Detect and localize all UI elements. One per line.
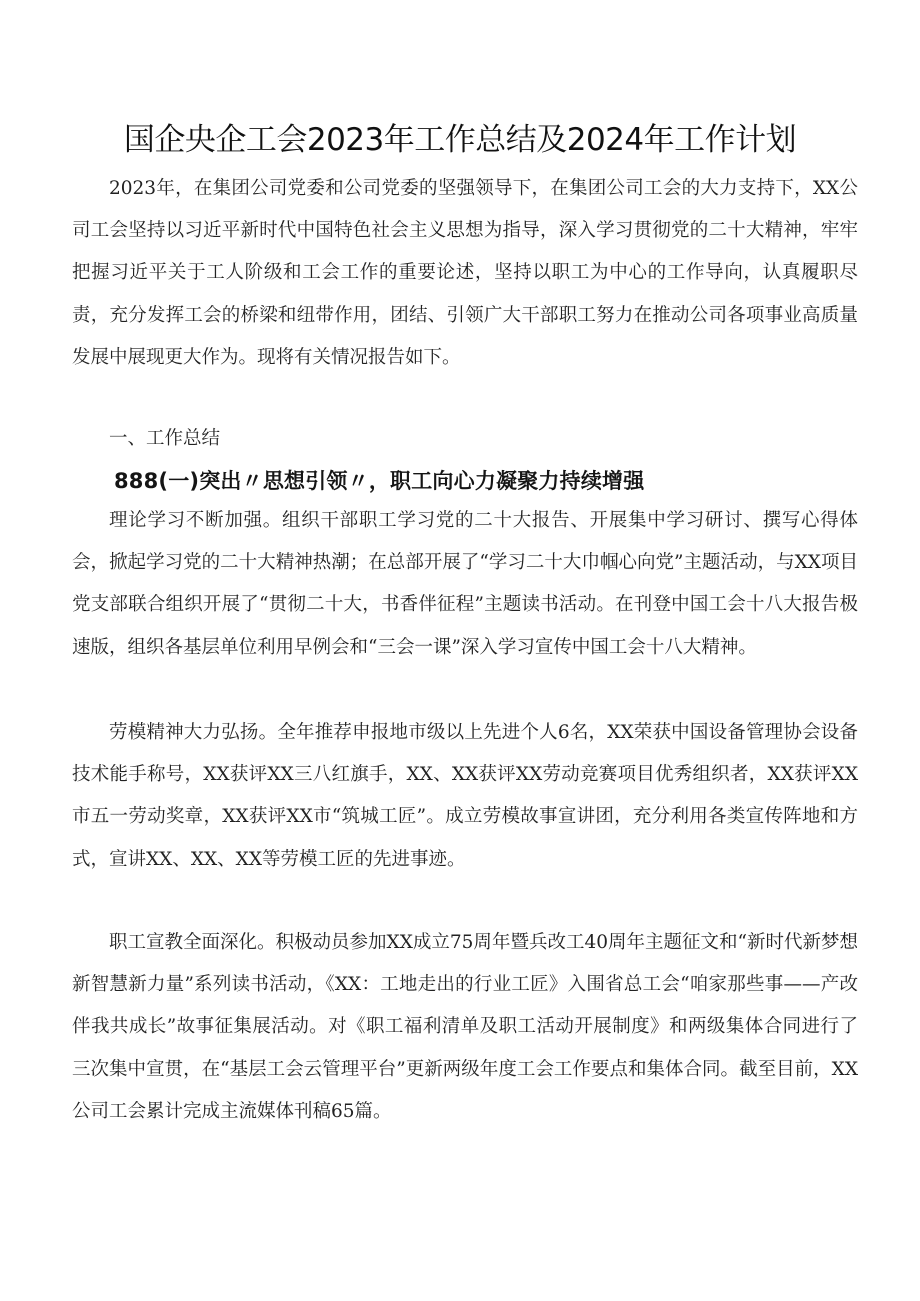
- publicity-education-paragraph: 职工宣教全面深化。积极动员参加XX成立75周年暨兵改工40周年主题征文和“新时代新梦想新智慧新力量”系列读书活动，《XX：工地走出的行业工匠》入围省总工会“咱家那些事——产改伴我共成长”故事征集展活动。对《职工福利清单及职工活动开展制度》和两级集体合同进行了三次集中宣贯，在“基层工会云管理平台”更新两级年度工会工作要点和集体合同。截至目前，XX公司工会累计完成主流媒体刊稿65篇。: [72, 932, 858, 1122]
- model-worker-paragraph: 劳模精神大力弘扬。全年推荐申报地市级以上先进个人6名，XX荣获中国设备管理协会设备技术能手称号，XX获评XX三八红旗手，XX、XX获评XX劳动竞赛项目优秀组织者，XX获评XX市五一劳动奖章，XX获评XX市“筑城工匠”。成立劳模故事宣讲团，充分利用各类宣传阵地和方式，宣讲XX、XX、XX等劳模工匠的先进事迹。: [72, 722, 858, 870]
- document-title: 国企央企工会2023年工作总结及2024年工作计划: [123, 122, 797, 158]
- subsection-heading-text: 888(一)突出〃思想引领〃，职工向心力凝聚力持续增强: [114, 469, 645, 493]
- subsection-heading: [72, 460, 858, 502]
- intro-paragraph: 2023年，在集团公司党委和公司党委的坚强领导下，在集团公司工会的大力支持下，XX公司工会坚持以习近平新时代中国特色社会主义思想为指导，深入学习贯彻党的二十大精神，牢牢把握习近平关于工人阶级和工会工作的重要论述，坚持以职工为中心的工作导向，认真履职尽责，充分发挥工会的桥梁和纽带作用，团结、引领广大干部职工努力在推动公司各项事业高质量发展中展现更大作为。现将有关情况报告如下。: [72, 178, 858, 368]
- section-heading-work-summary: 一、工作总结: [109, 428, 221, 449]
- theory-study-paragraph: 理论学习不断加强。组织干部职工学习党的二十大报告、开展集中学习研讨、撰写心得体会，掀起学习党的二十大精神热潮；在总部开展了“学习二十大巾帼心向党”主题活动，与XX项目党支部联合组织开展了“贯彻二十大，书香伴征程”主题读书活动。在刊登中国工会十八大报告极速版，组织各基层单位利用早例会和“三会一课”深入学习宣传中国工会十八大精神。: [72, 510, 858, 658]
